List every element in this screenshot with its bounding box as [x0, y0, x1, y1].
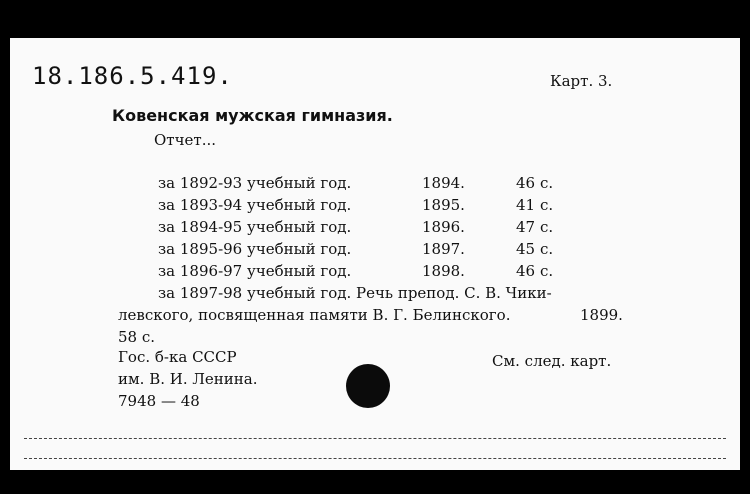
page-count: 58 с. — [118, 328, 156, 346]
catalog-card — [10, 38, 740, 470]
report-row-unit: с. — [540, 240, 554, 258]
report-row-unit: с. — [540, 262, 554, 280]
divider — [24, 458, 726, 459]
report-row-year: 1894. — [422, 174, 465, 192]
report-row-year: 1898. — [422, 262, 465, 280]
library-name: Гос. б-ка СССР — [118, 348, 237, 366]
report-row-year: 1897. — [422, 240, 465, 258]
report-row-text: за 1896-97 учебный год. — [158, 262, 352, 280]
last-entry-line2: левского, посвященная памяти В. Г. Белинского. — [118, 306, 511, 324]
report-row-unit: с. — [540, 196, 554, 214]
card-number: Карт. 3. — [550, 72, 613, 90]
report-row-year: 1896. — [422, 218, 465, 236]
report-row-unit: с. — [540, 218, 554, 236]
report-row-pages: 46 — [516, 262, 536, 280]
report-row-pages: 46 — [516, 174, 536, 192]
last-entry-line1: за 1897-98 учебный год. Речь препод. С. В. Чики- — [158, 284, 552, 302]
call-number: 18.186.5.419. — [32, 62, 233, 90]
report-row-text: за 1892-93 учебный год. — [158, 174, 352, 192]
divider — [24, 438, 726, 439]
institution-heading: Ковенская мужская гимназия. — [112, 106, 393, 125]
last-entry-year: 1899. — [580, 306, 623, 324]
report-row-year: 1895. — [422, 196, 465, 214]
report-title: Отчет... — [154, 131, 216, 149]
report-row-pages: 41 — [516, 196, 536, 214]
report-row-text: за 1894-95 учебный год. — [158, 218, 352, 236]
library-name-line2: им. В. И. Ленина. — [118, 370, 258, 388]
report-row-text: за 1893-94 учебный год. — [158, 196, 352, 214]
see-next-card: См. след. карт. — [492, 352, 612, 370]
report-row-pages: 45 — [516, 240, 536, 258]
report-row-text: за 1895-96 учебный год. — [158, 240, 352, 258]
report-row-pages: 47 — [516, 218, 536, 236]
report-row-unit: с. — [540, 174, 554, 192]
punch-hole — [346, 364, 390, 408]
library-code: 7948 — 48 — [118, 392, 200, 410]
